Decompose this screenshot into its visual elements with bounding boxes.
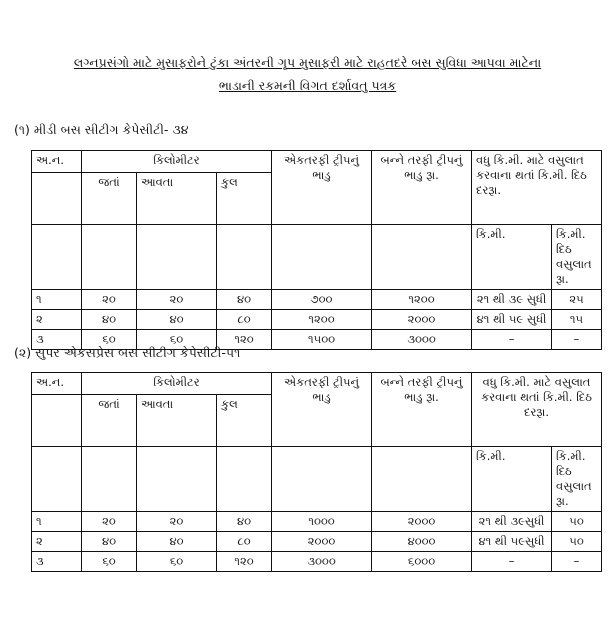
cell-return: ૨૦ (137, 290, 217, 310)
super-express-bus-fare-table (31, 372, 602, 572)
cell-return: ૬૦ (137, 552, 217, 572)
cell-serial: ૨ (32, 310, 82, 330)
header-blank (82, 447, 137, 512)
header-kilometer: કિલોમીટર (82, 151, 272, 173)
header-blank (32, 395, 82, 447)
header-total: કુલ (217, 395, 272, 447)
table-row (32, 310, 602, 330)
header-extra-rate: કિ.મી. દિઠ વસુલાત રૂા. (552, 447, 602, 512)
header-extra-km-rate: વધુ કિ.મી. માટે વસુલાત કરવાના થતાં કિ.મી. દિઠ દરરૂા. (472, 151, 602, 225)
header-blank (82, 225, 137, 290)
cell-total: ૮૦ (217, 310, 272, 330)
header-blank (372, 447, 472, 512)
header-extra-km-rate: વધુ કિ.મી. માટે વસુલાત કરવાના થતાં કિ.મી. દિઠ દરરૂા. (472, 373, 602, 447)
cell-going: ૬૦ (82, 330, 137, 350)
cell-serial: ૧ (32, 512, 82, 532)
document-title-line-2: ભાડાની રકમની વિગત દર્શાવતુ પત્રક (218, 78, 397, 93)
header-return: આવતા (137, 395, 217, 447)
section-2-heading: (૨) સુપર એકસપ્રેસ બસ સીટીગ કેપેસીટી-૫૧ (14, 345, 241, 360)
cell-km-range: – (472, 552, 552, 572)
cell-km-range: ૨૧ થી ૩૯સુધી (472, 512, 552, 532)
header-going: જતાં (82, 173, 137, 225)
header-serial: અ.ન. (32, 373, 82, 395)
cell-going: ૪૦ (82, 310, 137, 330)
header-kilometer: કિલોમીટર (82, 373, 272, 395)
cell-going: ૪૦ (82, 532, 137, 552)
header-return: આવતા (137, 173, 217, 225)
cell-total: ૧૨૦ (217, 330, 272, 350)
header-both-way-fare: બન્ને તરફી ટ્રીપનું ભાડુ રૂા. (372, 373, 472, 447)
cell-both-way-fare: ૨૦૦૦ (372, 512, 472, 532)
cell-going: ૨૦ (82, 512, 137, 532)
header-one-way-fare: એકતરફી ટ્રીપનું ભાડુ (272, 151, 372, 225)
cell-rate: – (552, 330, 602, 350)
header-serial: અ.ન. (32, 151, 82, 173)
table-row (32, 532, 602, 552)
cell-going: ૬૦ (82, 552, 137, 572)
cell-serial: ૧ (32, 290, 82, 310)
cell-one-way-fare: ૧૦૦૦ (272, 512, 372, 532)
cell-km-range: ૨૧ થી ૩૯ સુધી (472, 290, 552, 310)
cell-both-way-fare: ૬૦૦૦ (372, 552, 472, 572)
cell-serial: ૨ (32, 532, 82, 552)
cell-rate: – (552, 552, 602, 572)
header-blank (217, 225, 272, 290)
cell-km-range: ૪૧ થી ૫૯ સુધી (472, 310, 552, 330)
cell-rate: ૨૫ (552, 290, 602, 310)
header-blank (372, 225, 472, 290)
header-both-way-fare: બન્ને તરફી ટ્રીપનું ભાડુ રૂા. (372, 151, 472, 225)
header-one-way-fare: એકતરફી ટ્રીપનું ભાડુ (272, 373, 372, 447)
table-row (32, 552, 602, 572)
cell-both-way-fare: ૪૦૦૦ (372, 532, 472, 552)
header-blank (272, 225, 372, 290)
cell-one-way-fare: ૧૫૦૦ (272, 330, 372, 350)
cell-km-range: – (472, 330, 552, 350)
table-row (32, 512, 602, 532)
cell-serial: ૩ (32, 552, 82, 572)
cell-one-way-fare: ૨૦૦૦ (272, 532, 372, 552)
cell-both-way-fare: ૩૦૦૦ (372, 330, 472, 350)
cell-rate: ૫૦ (552, 532, 602, 552)
cell-both-way-fare: ૨૦૦૦ (372, 310, 472, 330)
cell-both-way-fare: ૧૨૦૦ (372, 290, 472, 310)
header-blank (32, 447, 82, 512)
midi-bus-fare-table (31, 150, 602, 350)
header-blank (217, 447, 272, 512)
cell-one-way-fare: ૭૦૦ (272, 290, 372, 310)
header-blank (272, 447, 372, 512)
cell-rate: ૧૫ (552, 310, 602, 330)
cell-return: ૪૦ (137, 310, 217, 330)
cell-one-way-fare: ૧૨૦૦ (272, 310, 372, 330)
cell-return: ૪૦ (137, 532, 217, 552)
cell-going: ૨૦ (82, 290, 137, 310)
cell-serial: ૩ (32, 330, 82, 350)
header-blank (137, 225, 217, 290)
cell-total: ૮૦ (217, 532, 272, 552)
header-extra-km: કિ.મી. (472, 447, 552, 512)
cell-km-range: ૪૧ થી ૫૯સુધી (472, 532, 552, 552)
header-blank (32, 173, 82, 225)
cell-return: ૨૦ (137, 512, 217, 532)
header-extra-rate: કિ.મી. દિઠ વસુલાત રૂા. (552, 225, 602, 290)
document-title-line-1: લગ્નપ્રસંગો માટે મુસાફરોને ટુંકા અંતરની ગૃપ મુસાફરી માટે રાહતદરે બસ સુવિધા આપવા માટેના (73, 55, 542, 70)
header-total: કુલ (217, 173, 272, 225)
cell-total: ૪૦ (217, 290, 272, 310)
cell-total: ૪૦ (217, 512, 272, 532)
header-blank (137, 447, 217, 512)
header-extra-km: કિ.મી. (472, 225, 552, 290)
header-blank (32, 225, 82, 290)
table-row (32, 290, 602, 310)
cell-one-way-fare: ૩૦૦૦ (272, 552, 372, 572)
cell-total: ૧૨૦ (217, 552, 272, 572)
header-going: જતાં (82, 395, 137, 447)
cell-return: ૬૦ (137, 330, 217, 350)
section-1-heading: (૧) મીડી બસ સીટીગ કેપેસીટી- ૩૪ (14, 122, 189, 137)
cell-rate: ૫૦ (552, 512, 602, 532)
